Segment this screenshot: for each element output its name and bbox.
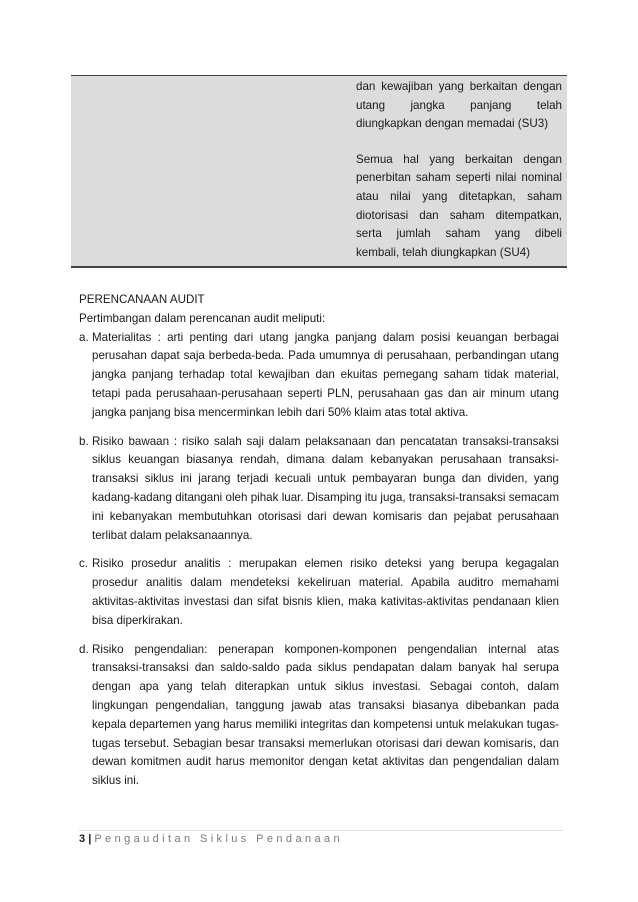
section-intro: Pertimbangan dalam perencanan audit meliputi:	[79, 311, 326, 325]
list-marker: a.	[79, 330, 89, 344]
main-content	[79, 291, 559, 791]
section-heading: PERENCANAAN AUDIT	[79, 293, 205, 306]
list-item	[79, 433, 559, 546]
list-item	[79, 329, 559, 423]
table-left-cell	[71, 76, 351, 266]
continuation-table	[71, 75, 567, 268]
list-item	[79, 641, 559, 791]
footer-title: Pengauditan Siklus Pendanaan	[94, 833, 344, 845]
list-item	[79, 555, 559, 630]
list-marker: d.	[79, 642, 89, 656]
list-item-text: Materialitas : arti penting dari utang jangka panjang dalam posisi keuangan berbagai perusahan dapat saja berbeda-beda. Pada umumnya di perusahaan, perbandingan utang jangka panjang terhadap total kewajiban dan ekuitas pemegang saham tidak material, tetapi pada perusahaan-perusahaan seperti PLN, perusahaan gas dan air minum utang jangka panjang bisa mencerminkan lebih dari 50% klaim atas total aktiva.	[92, 330, 559, 419]
planning-list	[79, 329, 559, 791]
list-marker: b.	[79, 434, 89, 448]
page-number: 3	[79, 833, 86, 845]
list-marker: c.	[79, 557, 89, 571]
list-item-text: Risiko prosedur analitis : merupakan elemen risiko deteksi yang berupa kegagalan prosedur analitis dalam mendeteksi kekeliruan material. Apabila auditro memahami aktivitas-aktivitas investasi dan sifat bisnis klien, maka kativitas-aktivitas pendanaan klien bisa diperkirakan.	[92, 557, 559, 627]
list-item-text: Risiko bawaan : risiko salah saji dalam pelaksanaan dan pencatatan transaksi-transaksi siklus keuangan biasanya rendah, dimana dalam kebanyakan perusahaan transaksi-transaksi siklus ini jarang terjadi kecuali untuk pembayaran bunga dan dividen, yang kadang-kadang ditangani oleh pihak luar. Disamping itu juga, transaksi-transaksi semacam ini kebanyakan membutuhkan otorisasi dari dewan komisaris dan pejabat perusahaan terlibat dalam pelaksanaannya.	[92, 434, 559, 542]
list-item-text: Risiko pengendalian: penerapan komponen-komponen pengendalian internal atas transaksi-transaksi dan saldo-saldo pada siklus pendapatan dalam banyak hal serupa dengan apa yang telah diterapkan untuk siklus investasi. Sebagai contoh, dalam lingkungan pengendalian, tanggung jawab atas transaksi biasanya dibebankan pada kepala departemen yang harus memiliki integritas dan kompetensi untuk melakukan tugas-tugas tersebut. Sebagian besar transaksi memerlukan otorisasi dari dewan komisaris, dan dewan komitmen audit harus memonitor dengan ketat aktivitas dan pengendalian dalam siklus ini.	[92, 642, 559, 788]
table-paragraph-su3: dan kewajiban yang berkaitan dengan utang jangka panjang telah diungkapkan dengan memadai (SU3)	[356, 80, 562, 131]
table-paragraph-su4: Semua hal yang berkaitan dengan penerbitan saham seperti nilai nominal atau nilai yang ditetapkan, saham diotorisasi dan saham ditempatkan, serta jumlah saham yang dibeli kembali, telah diungkapkan (SU4)	[356, 152, 562, 259]
footer-divider	[79, 830, 563, 831]
footer-separator: |	[88, 833, 92, 845]
page-footer	[79, 833, 343, 845]
table-right-cell	[351, 76, 567, 266]
